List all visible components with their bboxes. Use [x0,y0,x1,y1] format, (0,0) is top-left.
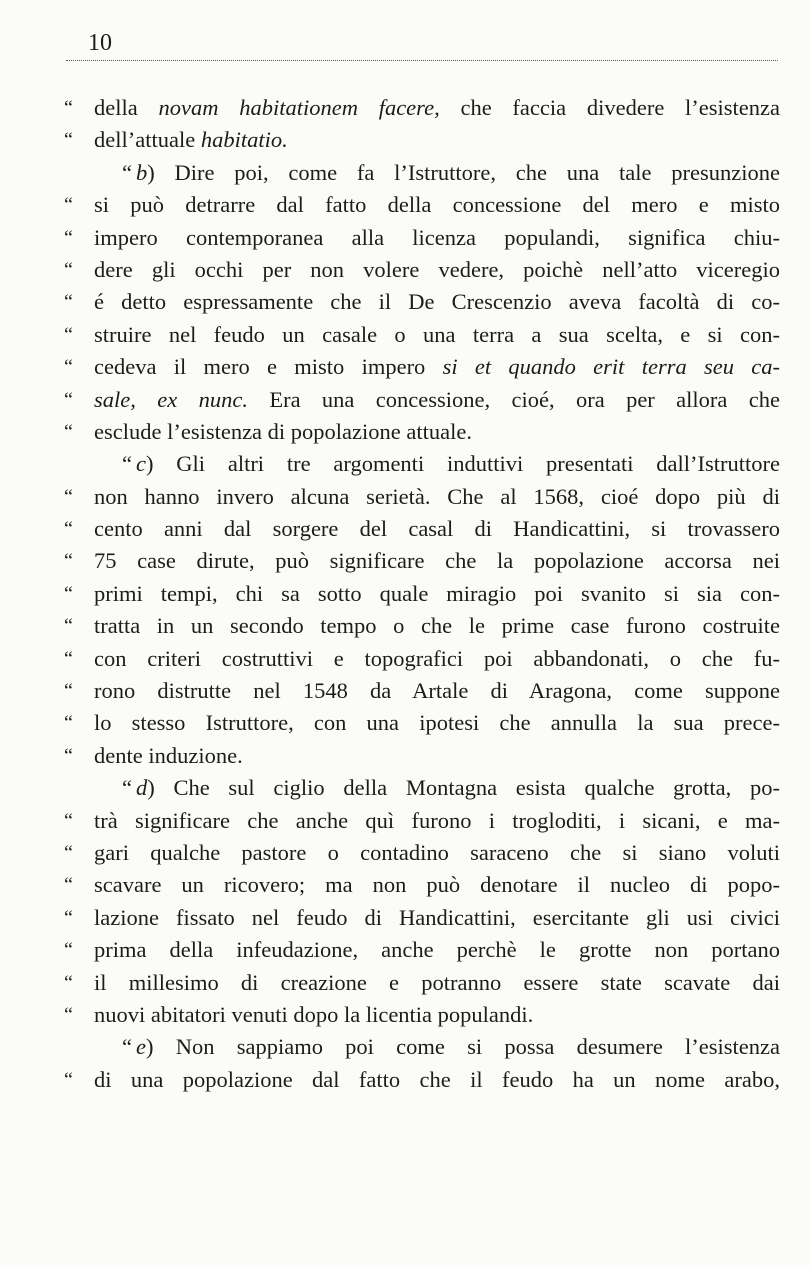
paragraph-first-line [0,1031,810,1063]
line-text [94,481,780,513]
paragraph-first-line [0,157,810,189]
quote-mark: “ [64,841,73,864]
text-segment: tratta in un secondo tempo o che le prime case furono costruite [94,613,780,639]
text-segment: cedeva il mero e misto impero [94,354,443,380]
line-text [94,610,780,642]
line-text [94,869,780,901]
text-line [0,351,810,383]
text-segment: ) Dire poi, come fa l’Istruttore, che una tale presunzione [147,159,780,185]
quote-mark: “ [64,874,73,897]
text-line [0,675,810,707]
italic-text: si et quando erit terra seu ca- [442,354,780,380]
text-segment: dere gli occhi per non volere vedere, poichè nell’atto viceregio [94,256,780,282]
text-segment: con criteri costruttivi e topografici poi abbandonati, o che fu- [94,645,780,671]
italic-text: c [136,451,146,477]
line-text [94,513,780,545]
text-segment: esclude l’esistenza di popolazione attuale. [94,418,472,444]
quote-mark: “ [64,129,73,152]
text-line [0,254,810,286]
line-text [122,1031,780,1063]
text-segment: ) Non sappiamo poi come si possa desumere l’esistenza [146,1034,780,1060]
quote-mark: “ [64,647,73,670]
quote-mark: “ [64,226,73,249]
paragraph-first-line [0,772,810,804]
text-line [0,610,810,642]
line-text [94,545,780,577]
text-line [0,124,810,156]
quote-mark: “ [64,258,73,281]
text-segment: impero contemporanea alla licenza populandi, significa chiu- [94,224,780,250]
text-segment: gari qualche pastore o contadino saraceno che si siano voluti [94,839,780,865]
text-line [0,1064,810,1096]
text-line [0,222,810,254]
text-line [0,805,810,837]
text-line [0,643,810,675]
text-segment: il millesimo di creazione e potranno essere state scavate dai [94,969,780,995]
header-rule [66,60,778,61]
text-line [0,416,810,448]
body-text [0,92,810,1096]
text-segment: ) Gli altri tre argomenti induttivi presentati dall’Istruttore [146,451,780,477]
text-segment: rono distrutte nel 1548 da Artale di Aragona, come suppone [94,678,780,704]
text-line [0,837,810,869]
text-segment: scavare un ricovero; ma non può denotare il nucleo di popo- [94,872,780,898]
line-text [94,351,780,383]
quote-mark: “ [64,1003,73,1026]
text-line [0,286,810,318]
italic-text: d [136,775,148,801]
quote-mark: “ [64,97,73,119]
text-segment: é detto espressamente che il De Crescenzio aveva facoltà di co- [94,289,780,315]
italic-text: novam habitationem facere, [158,95,440,120]
text-line [0,999,810,1031]
text-line [0,513,810,545]
text-segment: primi tempi, chi sa sotto quale miragio poi svanito si sia con- [94,580,780,606]
quote-mark: “ [64,939,73,962]
quote-mark: “ [64,906,73,929]
quote-mark: “ [64,518,73,541]
text-line [0,481,810,513]
text-line [0,578,810,610]
text-segment: della [94,95,159,120]
text-segment: nuovi abitatori venuti dopo la licentia populandi. [94,1001,534,1027]
text-segment: 75 case dirute, può significare che la popolazione accorsa nei [94,548,780,574]
line-text [94,189,780,221]
line-text [94,675,780,707]
text-segment: prima della infeudazione, anche perchè le grotte non portano [94,937,780,963]
quote-mark: “ [64,485,73,508]
quote-mark: “ [64,615,73,638]
text-segment: lazione fissato nel feudo di Handicattini, esercitante gli usi civici [94,904,780,930]
text-segment: struire nel feudo un casale o una terra a sua scelta, e si con- [94,321,780,347]
text-line [0,934,810,966]
text-segment: di una popolazione dal fatto che il feudo ha un nome arabo, [94,1066,780,1092]
text-line [0,740,810,772]
quote-mark: “ [122,1034,132,1060]
text-line [0,545,810,577]
line-text [94,643,780,675]
line-text [122,772,780,804]
line-text [94,1064,780,1096]
line-text [94,384,780,416]
quote-mark: “ [64,712,73,735]
quote-mark: “ [64,420,73,443]
quote-mark: “ [64,388,73,411]
quote-mark: “ [64,971,73,994]
quote-mark: “ [64,744,73,767]
italic-text: b [136,159,148,185]
italic-text: habitatio. [200,127,288,153]
quote-mark: “ [64,550,73,573]
text-segment: ) Che sul ciglio della Montagna esista qualche grotta, po- [147,775,780,801]
line-text [94,286,780,318]
line-text [94,740,780,772]
quote-mark: “ [64,291,73,314]
text-line [0,384,810,416]
line-text [94,967,780,999]
line-text [94,319,780,351]
page-number: 10 [88,30,112,56]
text-line [0,707,810,739]
line-text [122,157,780,189]
text-segment: cento anni dal sorgere del casal di Handicattini, si trovassero [94,516,780,542]
text-segment: si può detrarre dal fatto della concessione del mero e misto [94,192,780,218]
line-text [94,124,780,156]
line-text [94,416,780,448]
quote-mark: “ [122,775,132,801]
paragraph-first-line [0,448,810,480]
line-text [94,902,780,934]
line-text [94,92,780,124]
text-line [0,92,810,124]
line-text [94,578,780,610]
text-segment: trà significare che anche quì furono i trogloditi, i sicani, e ma- [94,807,780,833]
text-segment: che faccia divedere l’esistenza [439,95,781,120]
text-segment: non hanno invero alcuna serietà. Che al 1568, cioé dopo più di [94,483,780,509]
quote-mark: “ [64,194,73,217]
line-text [94,999,780,1031]
quote-mark: “ [64,1068,73,1091]
quote-mark: “ [64,356,73,379]
text-segment: Era una concessione, cioé, ora per allora che [247,386,780,412]
italic-text: sale, ex nunc. [94,386,248,412]
text-line [0,869,810,901]
text-line [0,967,810,999]
text-line [0,902,810,934]
quote-mark: “ [122,451,132,477]
quote-mark: “ [64,582,73,605]
line-text [94,837,780,869]
quote-mark: “ [64,809,73,832]
line-text [94,805,780,837]
quote-mark: “ [64,680,73,703]
text-line [0,189,810,221]
line-text [122,448,780,480]
text-segment: lo stesso Istruttore, con una ipotesi che annulla la sua prece- [94,710,780,736]
text-segment: dente induzione. [94,742,243,768]
quote-mark: “ [122,159,132,185]
line-text [94,254,780,286]
line-text [94,707,780,739]
quote-mark: “ [64,323,73,346]
text-line [0,319,810,351]
line-text [94,934,780,966]
line-text [94,222,780,254]
italic-text: e [136,1034,146,1060]
text-segment: dell’attuale [94,127,201,153]
